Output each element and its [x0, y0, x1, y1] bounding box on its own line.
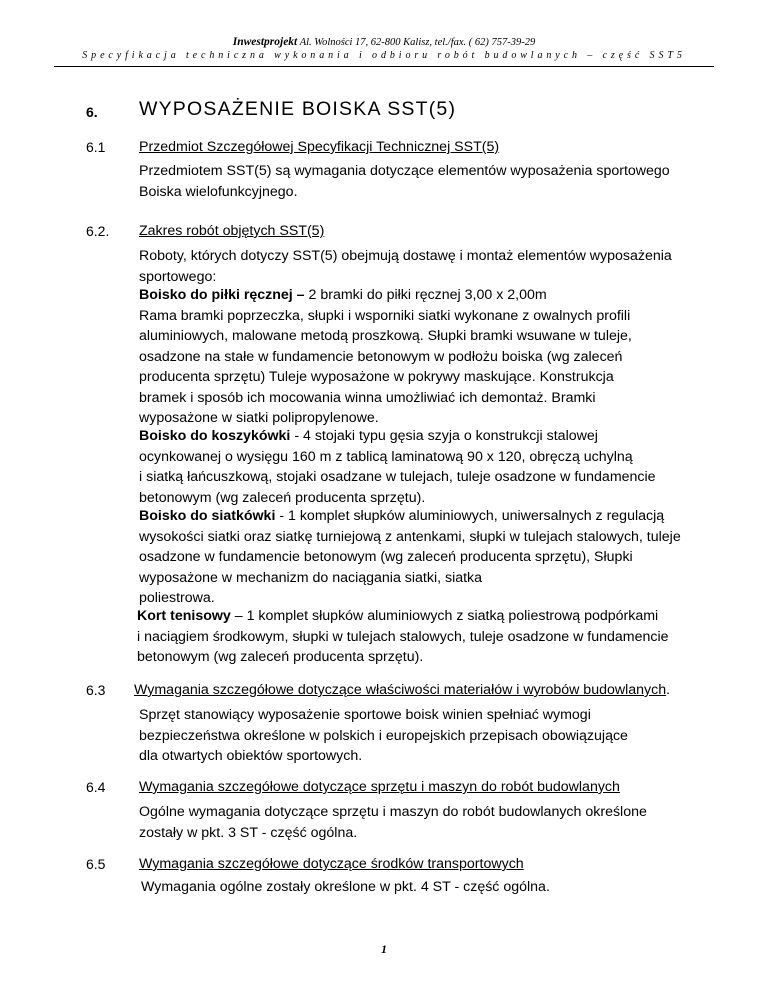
text-line: sportowego: — [139, 268, 217, 285]
subsection-text-6-4 — [139, 802, 729, 843]
text-line: betonowym (wg zaleceń producenta sprzętu). — [139, 489, 426, 506]
text-line: wyposażone w siatki polipropylenowe. — [139, 410, 379, 426]
text-line: Boiska wielofunkcyjnego. — [139, 183, 298, 200]
company-address: Al. Wolności 17, 62-800 Kalisz, tel./fax. ( 62) 757-39-29 — [299, 37, 536, 48]
subsection-text-6-3 — [139, 705, 729, 767]
subsection-heading-6-5: Wymagania szczegółowe dotyczące środków transportowych — [139, 856, 524, 872]
text-line: – 1 komplet słupków aluminiowych z siatką poliestrową podpórkami — [230, 608, 659, 624]
page-header-subtitle: Specyfikacja techniczna wykonania i odbioru robót budowlanych – część SST5 — [82, 50, 686, 61]
text-line: wyposażone w mechanizm do naciągania siatki, siatka — [139, 569, 483, 586]
text-line: poliestrowa. — [139, 590, 215, 606]
text-line: Wymagania ogólne zostały określone w pkt. 4 ST - część ogólna. — [141, 879, 550, 895]
subsection-number-6-5: 6.5 — [86, 856, 106, 872]
subsection-heading-6-1: Przedmiot Szczegółowej Specyfikacji Technicznej SST(5) — [139, 139, 500, 155]
page-header-company — [0, 36, 768, 48]
subsection-text-6-5 — [141, 877, 731, 898]
text-line: Sprzęt stanowiący wyposażenie sportowe boisk winien spełniać wymogi — [139, 707, 591, 723]
equipment-label-handball: Boisko do piłki ręcznej – — [139, 287, 305, 303]
text-line: 2 bramki do piłki ręcznej 3,00 x 2,00m — [304, 287, 547, 303]
text-line: - 4 stojaki typu gęsia szyja o konstrukcji stalowej — [290, 428, 598, 444]
subsection-number-6-4: 6.4 — [86, 779, 106, 795]
subsection-number-6-3: 6.3 — [86, 682, 106, 698]
text-line: Roboty, których dotyczy SST(5) obejmują dostawę i montaż elementów wyposażenia — [139, 248, 672, 264]
text-line: osadzone na stałe w fundamencie betonowym w podłożu boiska (wg zaleceń — [139, 348, 623, 365]
subsection-heading-6-4: Wymagania szczegółowe dotyczące sprzętu i maszyn do robót budowlanych — [139, 779, 620, 795]
text-line: i siatką łańcuszkową, stojaki osadzane w tulejach, tuleje osadzone w fundamencie — [139, 469, 656, 485]
text-line: producenta sprzętu) Tuleje wyposażone w pokrywy maskujące. Konstrukcja — [139, 369, 614, 385]
equipment-label-tennis: Kort tenisowy — [137, 608, 231, 624]
page-number: 1 — [381, 942, 387, 956]
text-line: betonowym (wg zaleceń producenta sprzętu). — [137, 649, 424, 665]
subsection-number-6-2: 6.2. — [86, 223, 110, 239]
subsection-intro-6-2 — [139, 246, 729, 287]
text-line: i naciągiem środkowym, słupki w tulejach stalowych, tuleje osadzone w fundamencie — [137, 628, 669, 645]
text-line: bezpieczeństwa określone w polskich i europejskich przepisach obowiązujące — [139, 727, 628, 744]
subsection-text-6-1 — [139, 161, 729, 202]
equipment-basketball — [139, 426, 729, 508]
text-line: ocynkowanej o wysięgu 160 m z tablicą laminatową 90 x 120, obręczą uchylną — [139, 448, 633, 465]
company-name: Inwestprojekt — [232, 36, 298, 48]
subsection-number-6-1: 6.1 — [86, 139, 106, 155]
text-line: dla otwartych obiektów sportowych. — [139, 748, 363, 764]
subsection-heading-6-3: Wymagania szczegółowe dotyczące właściwości materiałów i wyrobów budowlanych. — [134, 682, 671, 698]
text-line: wysokości siatki oraz siatkę turniejową z antenkami, słupki w tulejach stalowych, tuleje — [139, 528, 681, 545]
text-line: Rama bramki poprzeczka, słupki i wsporniki siatki wykonane z owalnych profili — [139, 307, 631, 324]
text-line: Przedmiotem SST(5) są wymagania dotyczące elementów wyposażenia sportowego — [139, 163, 670, 179]
text-line: bramek i sposób ich mocowania winna umożliwiać ich demontaż. Bramki — [139, 389, 596, 406]
equipment-volleyball — [139, 506, 729, 609]
equipment-label-volleyball: Boisko do siatkówki — [139, 508, 276, 524]
equipment-tennis — [137, 606, 727, 668]
text-line: zostały w pkt. 3 ST - część ogólna. — [139, 824, 358, 841]
section-title: WYPOSAŻENIE BOISKA SST(5) — [139, 98, 457, 120]
subsection-heading-6-2: Zakres robót objętych SST(5) — [139, 223, 325, 239]
equipment-label-basketball: Boisko do koszykówki — [139, 428, 291, 444]
text-line: - 1 komplet słupków aluminiowych, uniwersalnych z regulacją — [275, 508, 665, 524]
equipment-handball — [139, 285, 729, 429]
heading-text: Wymagania szczegółowe dotyczące właściwości materiałów i wyrobów budowlanych — [134, 682, 667, 698]
header-divider — [54, 66, 714, 67]
text-line: aluminiowych, malowane metodą proszkową. Słupki bramki wsuwane w tuleje, — [139, 328, 632, 344]
text-line: osadzone w fundamencie betonowym (wg zaleceń producenta sprzętu), Słupki — [139, 549, 633, 565]
section-number: 6. — [86, 104, 98, 120]
text-line: Ogólne wymagania dotyczące sprzętu i maszyn do robót budowlanych określone — [139, 804, 647, 820]
